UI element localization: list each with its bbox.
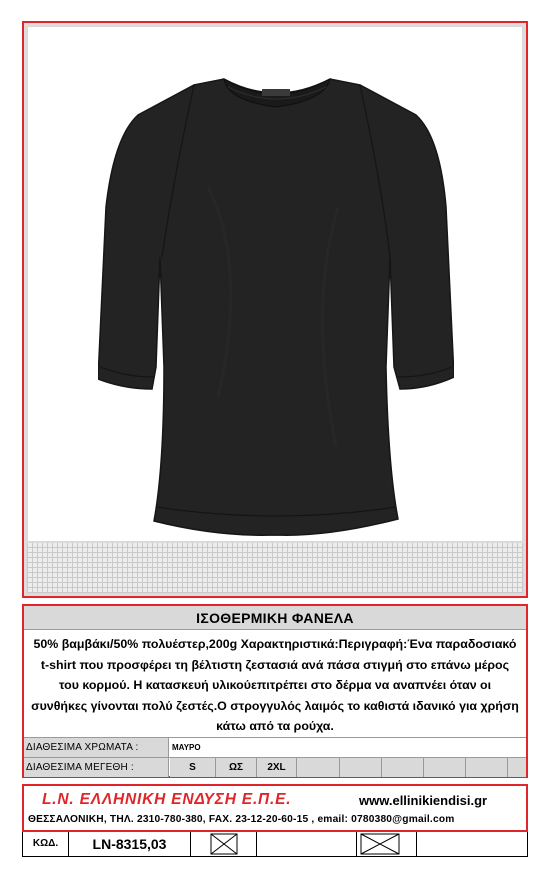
size-cell: ΩΣ — [216, 758, 257, 777]
company-name: L.N. ΕΛΛΗΝΙΚΗ ΕΝΔΥΣΗ Ε.Π.Ε. — [42, 791, 292, 808]
size-cell — [508, 758, 526, 777]
website-link[interactable]: www.ellinikiendisi.gr — [359, 793, 488, 808]
sizes-label: ΔΙΑΘΕΣΙΜΑ ΜΕΓΕΘΗ : — [24, 758, 169, 777]
colors-label: ΔΙΑΘΕΣΙΜΑ ΧΡΩΜΑΤΑ : — [24, 738, 169, 757]
product-image-frame — [22, 21, 528, 598]
size-cell — [466, 758, 508, 777]
sizes-row — [24, 757, 526, 776]
tshirt-image — [98, 67, 454, 543]
contact-info: ΘΕΣΣΑΛΟΝΙΚΗ, ΤΗΛ. 2310-780-380, FAX. 23-12-20-60-15 , email: 0780380@gmail.com — [28, 814, 455, 825]
size-cell: S — [170, 758, 216, 777]
description-panel — [22, 604, 528, 778]
code-label: ΚΩΔ. — [23, 832, 69, 856]
empty-cell — [257, 832, 357, 856]
colors-value: ΜΑΥΡΟ — [172, 743, 201, 752]
image-grid-pattern — [27, 543, 523, 593]
colors-row — [24, 737, 526, 756]
product-code-row — [22, 832, 528, 857]
crossed-cell — [357, 832, 417, 856]
product-image-area — [27, 26, 523, 542]
cross-mark-icon — [357, 832, 417, 856]
product-title: ΙΣΟΘΕΡΜΙΚΗ ΦΑΝΕΛΑ — [24, 606, 526, 630]
size-cell — [297, 758, 340, 777]
crossed-cell — [191, 832, 257, 856]
empty-cell — [417, 832, 527, 856]
size-cell — [382, 758, 424, 777]
size-cell: 2XL — [257, 758, 297, 777]
company-panel — [22, 784, 528, 832]
cross-mark-icon — [191, 832, 257, 856]
size-cell — [340, 758, 382, 777]
product-description: 50% βαμβάκι/50% πολυέστερ,200g Χαρακτηριστικά:Περιγραφή:Ένα παραδοσιακό t-shirt που προσφέρει τη βέλτιστη ζεστασιά ανά πάσα στιγμή στο επάνω μέρος του κορμού. Η κατασκευή υλικούεπιτρέπει στο δέρμα να αναπνέει όταν οι συνθήκες γίνονται πολύ ζεστές.Ο στρογγυλός λαιμός το καθιστά ιδανικό για χρήση κάτω από τα ρούχα. — [31, 637, 519, 733]
code-value: LN-8315,03 — [69, 832, 191, 856]
size-cell — [424, 758, 466, 777]
